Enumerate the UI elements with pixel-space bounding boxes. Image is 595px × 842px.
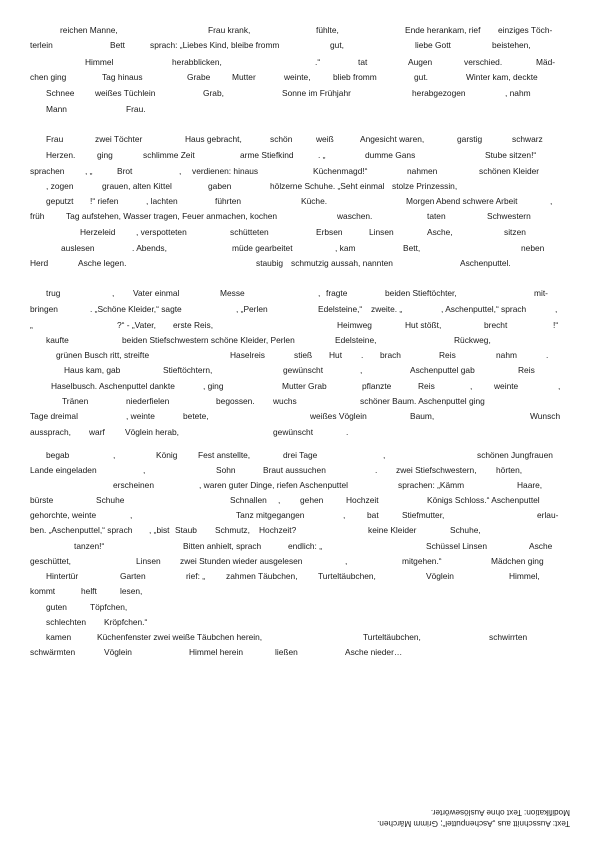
text-fragment: Königs Schloss.“ Aschenputtel <box>427 495 540 505</box>
text-fragment: Himmel herein <box>189 647 243 657</box>
text-fragment: „ <box>30 320 33 330</box>
text-fragment: beistehen, <box>492 40 531 50</box>
caption-line-source: Text: Ausschnitt aus „Aschenputtel“; Grimm Märchen. <box>377 819 570 828</box>
text-fragment: zwei Stunden wieder ausgelesen <box>180 556 303 566</box>
text-fragment: nahm <box>496 350 517 360</box>
text-fragment: Mutter <box>232 72 256 82</box>
text-fragment: Augen <box>408 57 433 67</box>
text-fragment: Tag aufstehen, Wasser tragen, Feuer anmachen, kochen <box>66 211 278 221</box>
text-fragment: Erbsen <box>316 227 343 237</box>
text-fragment: taten <box>427 211 446 221</box>
text-fragment: Schmutz, <box>215 525 250 535</box>
text-fragment: . „Schöne Kleider,“ sagte <box>90 304 182 314</box>
source-caption <box>377 807 570 829</box>
text-fragment: zwei Töchter <box>95 134 143 144</box>
text-fragment: gehen <box>300 495 324 505</box>
text-fragment: Messe <box>220 288 245 298</box>
text-fragment: Morgen <box>406 196 435 206</box>
text-fragment: Herd <box>30 258 49 268</box>
text-fragment: begab <box>46 450 70 460</box>
text-fragment: neben <box>521 243 545 253</box>
text-fragment: , <box>555 304 558 314</box>
text-fragment: Turteltäubchen, <box>363 632 421 642</box>
text-fragment: endlich: „ <box>288 541 322 551</box>
text-fragment: blieb fromm <box>333 72 377 82</box>
text-fragment: Tanz mitgegangen <box>236 510 305 520</box>
text-fragment: erlau- <box>537 510 559 520</box>
text-fragment: Edelsteine,“ <box>318 304 363 314</box>
text-fragment: auslesen <box>61 243 95 253</box>
text-fragment: warf <box>89 427 105 437</box>
text-fragment: grünen Busch ritt, streifte <box>56 350 150 360</box>
text-fragment: gut, <box>330 40 344 50</box>
text-fragment: !“ riefen <box>90 196 119 206</box>
text-fragment: Himmel, <box>509 571 540 581</box>
text-fragment: fragte <box>326 288 348 298</box>
text-fragment: Mäd- <box>536 57 556 67</box>
text-fragment: Ende herankam, rief <box>405 25 481 35</box>
text-fragment: Himmel <box>85 57 114 67</box>
text-fragment: Mädchen ging <box>491 556 544 566</box>
text-fragment: Garten <box>120 571 146 581</box>
text-fragment: herabblicken, <box>172 57 222 67</box>
text-fragment: Hut stößt, <box>405 320 442 330</box>
text-fragment: tat <box>358 57 368 67</box>
text-fragment: Abend schwere Arbeit <box>436 196 518 206</box>
text-fragment: müde gearbeitet <box>232 243 293 253</box>
text-fragment: Asche legen. <box>78 258 127 268</box>
text-fragment: gut. <box>414 72 428 82</box>
text-fragment: , Aschenputtel,“ sprach <box>441 304 527 314</box>
text-fragment: , verspotteten <box>136 227 187 237</box>
text-fragment: schwirrten <box>489 632 528 642</box>
text-fragment: Herzen. <box>46 150 76 160</box>
text-fragment: Vöglein <box>104 647 132 657</box>
text-fragment: bürste <box>30 495 54 505</box>
text-fragment: schönen Kleider <box>479 166 540 176</box>
text-fragment: ging <box>97 150 113 160</box>
text-fragment: . <box>375 465 378 475</box>
text-fragment: Stieftöchtern, <box>163 365 213 375</box>
text-fragment: Reis <box>418 381 435 391</box>
text-fragment: Schwestern <box>487 211 531 221</box>
text-fragment: beiden Stiefschwestern schöne Kleider, Perlen <box>122 335 295 345</box>
text-fragment: schön <box>270 134 293 144</box>
text-fragment: Lande eingeladen <box>30 465 97 475</box>
text-fragment: weiß <box>316 134 334 144</box>
text-fragment: Schuhe <box>96 495 125 505</box>
text-fragment: schlimme Zeit <box>143 150 195 160</box>
text-fragment: .“ <box>315 57 321 67</box>
text-fragment: . <box>546 350 549 360</box>
text-fragment: pflanzte <box>362 381 392 391</box>
text-fragment: !“ <box>553 320 559 330</box>
text-fragment: . <box>361 350 364 360</box>
text-fragment: lesen, <box>120 586 143 596</box>
text-fragment: Vater einmal <box>133 288 180 298</box>
text-fragment: , <box>383 450 386 460</box>
text-fragment: Bitten anhielt, sprach <box>183 541 262 551</box>
text-fragment: , lachten <box>146 196 178 206</box>
text-fragment: aussprach, <box>30 427 71 437</box>
text-fragment: , zogen <box>46 181 74 191</box>
text-fragment: Angesicht waren, <box>360 134 425 144</box>
text-fragment: , <box>318 288 321 298</box>
text-fragment: gaben <box>208 181 232 191</box>
text-fragment: begossen. <box>216 396 255 406</box>
text-fragment: nahmen <box>407 166 438 176</box>
text-fragment: , „bist <box>149 525 170 535</box>
text-fragment: Linsen <box>136 556 161 566</box>
text-fragment: Staub <box>175 525 197 535</box>
text-fragment: erste Reis, <box>173 320 214 330</box>
text-fragment: geputzt <box>46 196 74 206</box>
text-fragment: brach <box>380 350 401 360</box>
text-fragment: Tag hinaus <box>102 72 143 82</box>
text-fragment: Stiefmutter, <box>402 510 445 520</box>
text-fragment: hölzerne Schuhe. „Seht einmal <box>270 181 385 191</box>
text-fragment: gewünscht <box>283 365 324 375</box>
text-fragment: mit- <box>534 288 548 298</box>
text-fragment: Kröpfchen.“ <box>104 617 148 627</box>
text-fragment: schütteten <box>230 227 269 237</box>
text-fragment: . „ <box>318 150 326 160</box>
text-fragment: , „ <box>85 166 93 176</box>
text-fragment: reichen Manne, <box>60 25 118 35</box>
text-fragment: Reis <box>518 365 535 375</box>
text-fragment: arme Stiefkind <box>240 150 294 160</box>
text-fragment: Schuhe, <box>450 525 481 535</box>
text-fragment: trug <box>46 288 61 298</box>
text-fragment: , <box>130 510 133 520</box>
text-fragment: helft <box>81 586 97 596</box>
text-fragment: ben. „Aschenputtel,“ sprach <box>30 525 133 535</box>
text-fragment: Grabe <box>187 72 211 82</box>
text-fragment: kaufte <box>46 335 69 345</box>
text-fragment: Rückweg, <box>454 335 491 345</box>
text-fragment: , <box>278 495 281 505</box>
text-fragment: . Abends, <box>132 243 167 253</box>
text-fragment: ?“ - „Vater, <box>117 320 156 330</box>
text-fragment: niederfielen <box>126 396 170 406</box>
text-fragment: , <box>112 288 115 298</box>
text-fragment: , <box>143 465 146 475</box>
text-fragment: Vöglein herab, <box>125 427 180 437</box>
text-fragment: liebe Gott <box>415 40 451 50</box>
text-fragment: Grab, <box>203 88 224 98</box>
text-fragment: grauen, alten Kittel <box>102 181 172 191</box>
text-fragment: Tränen <box>62 396 89 406</box>
text-fragment: kamen <box>46 632 72 642</box>
text-fragment: kommt <box>30 586 56 596</box>
text-fragment: Hut <box>329 350 343 360</box>
text-fragment: bat <box>367 510 379 520</box>
text-fragment: Baum, <box>410 411 435 421</box>
text-fragment: Küchenfenster zwei weiße Täubchen herein, <box>97 632 263 642</box>
text-fragment: weinte <box>494 381 519 391</box>
text-fragment: König <box>156 450 178 460</box>
text-fragment: keine Kleider <box>368 525 417 535</box>
text-fragment: zweite. „ <box>371 304 403 314</box>
text-fragment: schwärmten <box>30 647 76 657</box>
text-fragment: Hintertür <box>46 571 79 581</box>
text-fragment: geschüttet, <box>30 556 71 566</box>
text-fragment: brecht <box>484 320 508 330</box>
text-fragment: weißes Vöglein <box>310 411 367 421</box>
text-fragment: Schnallen <box>230 495 267 505</box>
text-fragment: dumme Gans <box>365 150 416 160</box>
text-fragment: Bett, <box>403 243 421 253</box>
text-fragment: Reis <box>439 350 456 360</box>
text-fragment: , <box>550 196 553 206</box>
text-fragment: stieß <box>294 350 313 360</box>
text-fragment: Mann <box>46 104 67 114</box>
text-fragment: Asche <box>529 541 553 551</box>
text-fragment: Linsen <box>369 227 394 237</box>
text-fragment: staubig <box>256 258 284 268</box>
text-fragment: tanzen!“ <box>74 541 105 551</box>
text-fragment: guten <box>46 602 67 612</box>
text-fragment: , <box>360 365 363 375</box>
text-fragment: Fest anstellte, <box>198 450 251 460</box>
text-fragment: Stube sitzen!“ <box>485 150 537 160</box>
text-fragment: gehorchte, weinte <box>30 510 97 520</box>
text-fragment: Edelsteine, <box>335 335 377 345</box>
text-fragment: , <box>343 510 346 520</box>
text-fragment: . <box>346 427 349 437</box>
text-fragment: Mutter Grab <box>282 381 327 391</box>
text-fragment: zahmen Täubchen, <box>226 571 298 581</box>
text-fragment: , waren guter Dinge, riefen Aschenputtel <box>199 480 348 490</box>
text-fragment: früh <box>30 211 45 221</box>
text-fragment: drei Tage <box>283 450 318 460</box>
text-fragment: , nahm <box>505 88 531 98</box>
text-fragment: verschied. <box>464 57 503 67</box>
text-fragment: , <box>345 556 348 566</box>
text-fragment: Haare, <box>517 480 543 490</box>
text-fragment: Frau krank, <box>208 25 251 35</box>
text-fragment: Herzeleid <box>80 227 116 237</box>
text-fragment: weißes Tüchlein <box>95 88 156 98</box>
text-fragment: Vöglein <box>426 571 454 581</box>
text-fragment: , <box>113 450 116 460</box>
text-fragment: Winter kam, deckte <box>466 72 538 82</box>
text-fragment: waschen. <box>337 211 373 221</box>
text-fragment: , <box>470 381 473 391</box>
text-fragment: , kam <box>335 243 356 253</box>
text-fragment: , „Perlen <box>236 304 268 314</box>
text-fragment: Turteltäubchen, <box>318 571 376 581</box>
text-fragment: , <box>179 166 182 176</box>
text-fragment: hörten, <box>496 465 523 475</box>
text-fragment: sprachen <box>30 166 65 176</box>
text-fragment: Tage dreimal <box>30 411 78 421</box>
text-fragment: Bett <box>110 40 125 50</box>
text-fragment: wuchs <box>273 396 297 406</box>
text-fragment: Haus kam, gab <box>64 365 121 375</box>
text-fragment: sprachen: „Kämm <box>398 480 465 490</box>
text-fragment: garstig <box>457 134 483 144</box>
text-fragment: erscheinen <box>113 480 154 490</box>
text-fragment: Hochzeit <box>346 495 379 505</box>
text-fragment: zwei Stiefschwestern, <box>396 465 477 475</box>
text-fragment: , ging <box>203 381 224 391</box>
text-fragment: herabgezogen <box>412 88 466 98</box>
text-fragment: verdienen: hinaus <box>192 166 259 176</box>
text-fragment: Heimweg <box>337 320 372 330</box>
text-fragment: , <box>558 381 561 391</box>
text-fragment: schmutzig aussah, nannten <box>291 258 393 268</box>
caption-line-modification: Modifikation: Text ohne Auslösewörter. <box>430 808 570 817</box>
text-fragment: Schüssel Linsen <box>426 541 487 551</box>
text-fragment: sprach: „Liebes Kind, bleibe fromm <box>150 40 280 50</box>
text-fragment: Haus gebracht, <box>185 134 242 144</box>
text-fragment: schönen Jungfrauen <box>477 450 553 460</box>
text-fragment: schlechten <box>46 617 87 627</box>
text-fragment: terlein <box>30 40 53 50</box>
text-fragment: gewünscht <box>273 427 314 437</box>
text-fragment: Brot <box>117 166 133 176</box>
text-fragment: Sonne im Frühjahr <box>282 88 351 98</box>
text-fragment: Aschenputtel. <box>460 258 511 268</box>
text-fragment: Hochzeit? <box>259 525 297 535</box>
text-fragment: Wunsch <box>530 411 561 421</box>
text-fragment: Haselbusch. Aschenputtel dankte <box>51 381 175 391</box>
text-fragment: Frau. <box>126 104 146 114</box>
text-fragment: ließen <box>275 647 298 657</box>
text-fragment: schöner Baum. Aschenputtel ging <box>360 396 485 406</box>
text-fragment: weinte, <box>284 72 311 82</box>
text-fragment: betete, <box>183 411 209 421</box>
text-fragment: Asche, <box>427 227 453 237</box>
text-fragment: Sohn <box>216 465 236 475</box>
text-fragment: chen ging <box>30 72 67 82</box>
text-fragment: Aschenputtel gab <box>410 365 475 375</box>
text-fragment: Töpfchen, <box>90 602 128 612</box>
text-fragment: mitgehen.“ <box>402 556 442 566</box>
text-fragment: führten <box>215 196 242 206</box>
text-fragment: Braut aussuchen <box>263 465 326 475</box>
text-fragment: sitzen <box>504 227 526 237</box>
text-fragment: stolze Prinzessin, <box>392 181 458 191</box>
text-fragment: Haselreis <box>230 350 265 360</box>
text-fragment: Frau <box>46 134 64 144</box>
text-fragment: Küche. <box>301 196 328 206</box>
text-fragment: bringen <box>30 304 58 314</box>
text-fragment: Asche nieder… <box>345 647 403 657</box>
text-fragment: Küchenmagd!“ <box>313 166 368 176</box>
text-fragment: schwarz <box>512 134 543 144</box>
text-fragment: einziges Töch- <box>498 25 553 35</box>
text-fragment: rief: „ <box>186 571 206 581</box>
text-fragment: , weinte <box>126 411 155 421</box>
text-fragment: fühlte, <box>316 25 339 35</box>
text-fragment: Schnee <box>46 88 75 98</box>
text-fragment: beiden Stieftöchter, <box>385 288 457 298</box>
